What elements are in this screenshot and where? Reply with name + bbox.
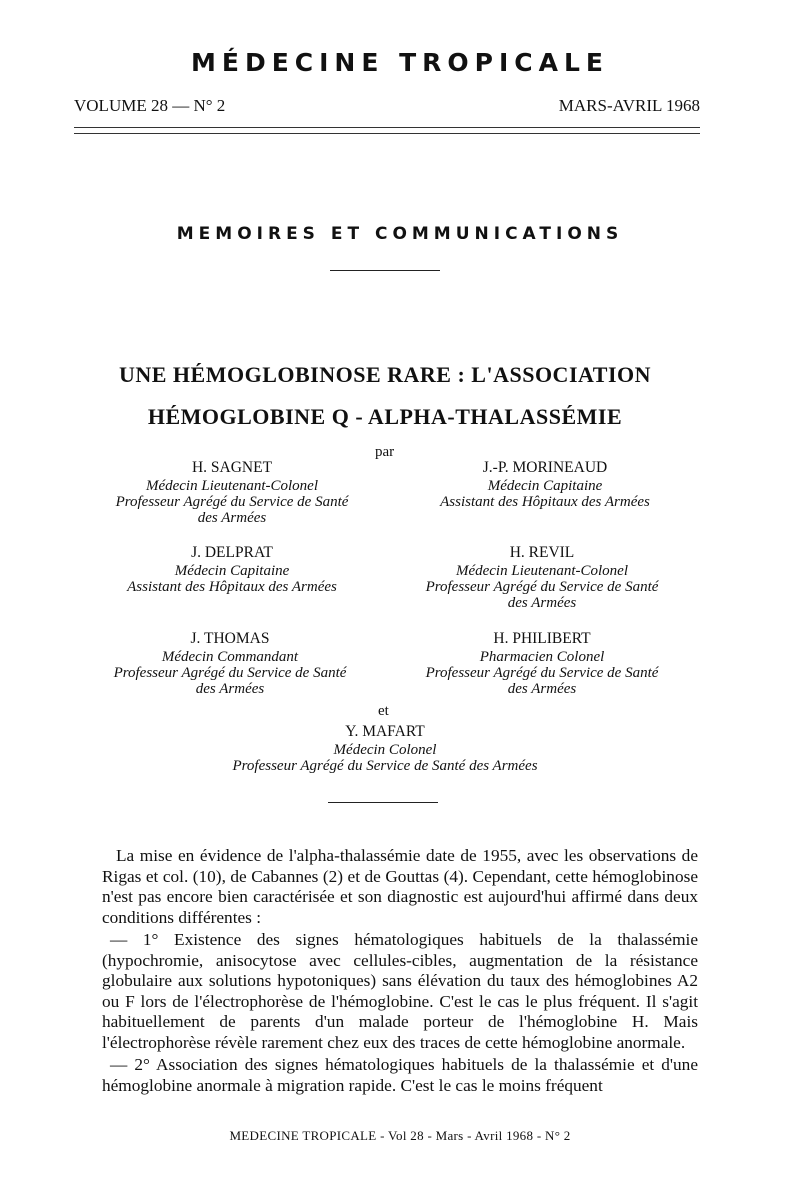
paragraph-intro: La mise en évidence de l'alpha-thalassémie date de 1955, avec les observations de Rigas et col. (10), de Cabannes (2) et de Gouttas (4). Cependant, cette hémoglobinose n'est pas encore bien caractérisée et son diagnostic est aujourd'hui affirmé dans deux conditions différentes :: [102, 846, 698, 927]
author-thomas: [80, 630, 380, 697]
author-name: H. REVIL: [509, 544, 575, 561]
et-label: et: [378, 703, 389, 719]
author-affiliation: Médecin Capitaine: [487, 478, 603, 494]
author-mafart: [185, 723, 585, 774]
author-affiliation: Médecin Commandant: [161, 649, 299, 665]
page-footer: MEDECINE TROPICALE - Vol 28 - Mars - Avril 1968 - N° 2: [229, 1128, 571, 1143]
author-name: J. DELPRAT: [191, 544, 273, 561]
author-revil: [392, 544, 692, 611]
author-affiliation: Professeur Agrégé du Service de Santé: [113, 665, 347, 681]
author-affiliation: Assistant des Hôpitaux des Armées: [127, 579, 337, 595]
par-label: par: [375, 444, 395, 460]
section-title: MEMOIRES ET COMMUNICATIONS: [176, 224, 624, 244]
author-philibert: [392, 630, 692, 697]
author-name: J.-P. MORINEAUD: [482, 459, 608, 476]
paragraph-case-1: — 1° Existence des signes hématologiques habituels de la thalassémie (hypochromie, anisocytose avec cellules-cibles, augmentation de la résistance globulaire aux solutions hypotoniques) sans élévation du taux des hémoglobines A2 ou F lors de l'électrophorèse de l'hémoglobine. C'est le cas le plus fréquent. Il s'agit habituellement de parents d'un malade porteur de l'hémoglobine H. Mais l'électrophorèse révèle rarement chez eux des traces de cette hémoglobine anormale.: [102, 930, 698, 1052]
author-delprat: [82, 544, 382, 595]
author-name: H. SAGNET: [191, 459, 273, 476]
author-affiliation: Médecin Colonel: [333, 742, 437, 758]
author-affiliation: Médecin Lieutenant-Colonel: [455, 563, 629, 579]
author-name: Y. MAFART: [345, 723, 425, 740]
author-affiliation: Professeur Agrégé du Service de Santé: [425, 579, 659, 595]
author-affiliation: des Armées: [195, 681, 265, 697]
author-affiliation: Professeur Agrégé du Service de Santé: [425, 665, 659, 681]
author-morineaud: [395, 459, 695, 510]
article-title-line-2: HÉMOGLOBINE Q - ALPHA-THALASSÉMIE: [147, 404, 623, 429]
article-body: [102, 846, 698, 1098]
header-rule-top: [74, 127, 700, 128]
journal-title: MÉDECINE TROPICALE: [190, 48, 610, 77]
author-affiliation: des Armées: [507, 595, 577, 611]
volume-number: VOLUME 28 — N° 2: [74, 96, 226, 115]
author-affiliation: Professeur Agrégé du Service de Santé: [115, 494, 349, 510]
author-affiliation: Assistant des Hôpitaux des Armées: [440, 494, 650, 510]
author-affiliation: des Armées: [197, 510, 267, 526]
title-block-divider: [328, 802, 438, 803]
author-affiliation: des Armées: [507, 681, 577, 697]
issue-date: MARS-AVRIL 1968: [558, 96, 700, 115]
author-affiliation: Médecin Capitaine: [174, 563, 290, 579]
author-affiliation: Pharmacien Colonel: [479, 649, 605, 665]
author-affiliation: Professeur Agrégé du Service de Santé des Armées: [232, 758, 538, 774]
paragraph-case-2: — 2° Association des signes hématologiques habituels de la thalassémie et d'une hémoglobine anormale à migration rapide. C'est le cas le moins fréquent: [102, 1055, 698, 1095]
author-name: J. THOMAS: [190, 630, 270, 647]
article-title-line-1: UNE HÉMOGLOBINOSE RARE : L'ASSOCIATION: [118, 362, 651, 387]
section-divider: [330, 270, 440, 271]
header-rule-bottom: [74, 133, 700, 134]
author-affiliation: Médecin Lieutenant-Colonel: [145, 478, 319, 494]
author-name: H. PHILIBERT: [493, 630, 591, 647]
author-sagnet: [82, 459, 382, 526]
